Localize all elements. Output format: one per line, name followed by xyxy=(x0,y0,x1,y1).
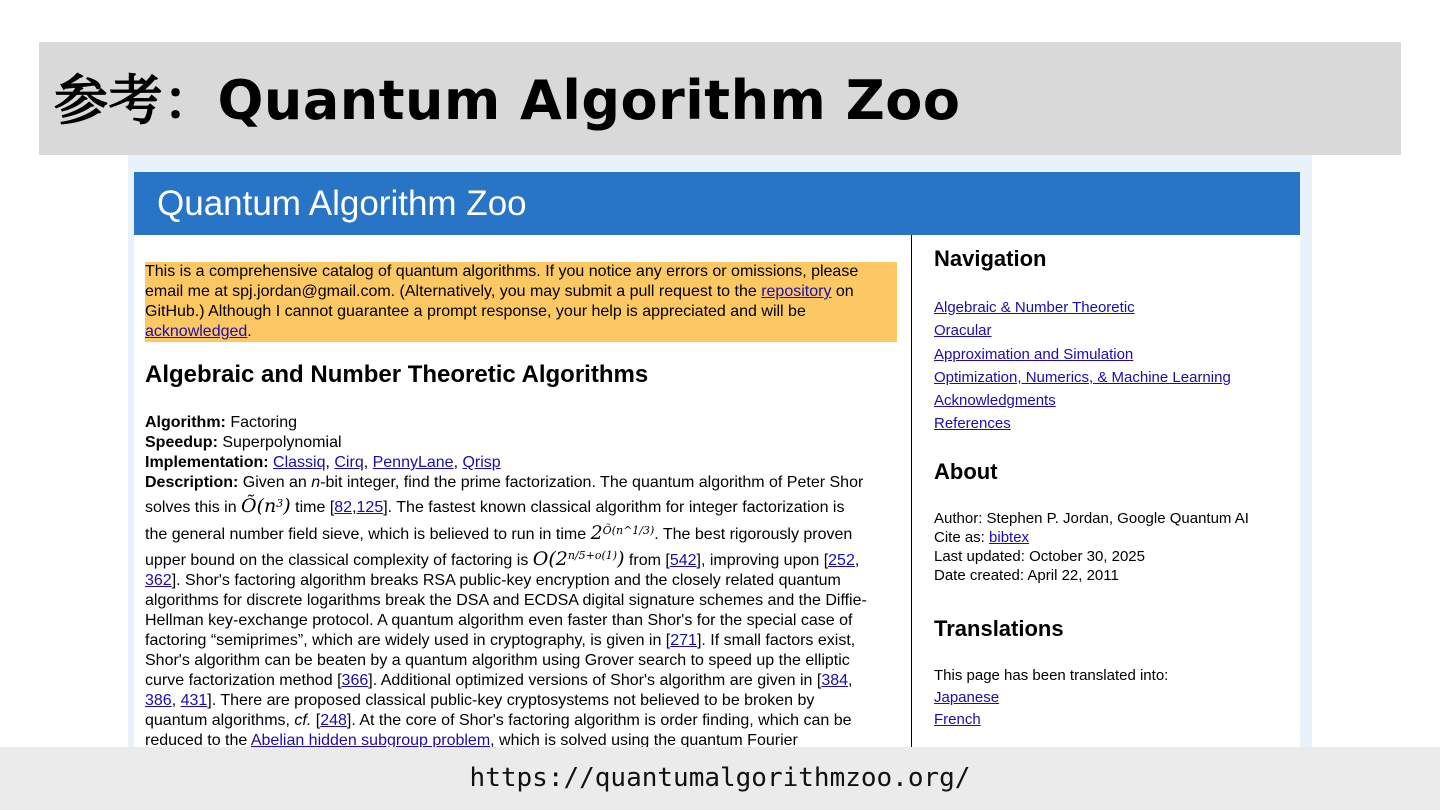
translation-link-french[interactable]: French xyxy=(934,711,981,728)
description-line: 362]. Shor's factoring algorithm breaks RSA public-key encryption and the closely related quantum xyxy=(145,572,841,589)
acknowledged-link[interactable]: acknowledged xyxy=(145,323,248,340)
ref-link[interactable]: 252 xyxy=(828,552,855,569)
nav-link-approximation[interactable]: Approximation and Simulation xyxy=(934,345,1134,363)
description-line: quantum algorithms, cf. [248]. At the core of Shor's factoring algorithm is order finding, which can be xyxy=(145,712,852,729)
translations-info xyxy=(934,665,1168,731)
ref-link[interactable]: 542 xyxy=(669,552,697,569)
author-text: Author: Stephen P. Jordan, Google Quantum AI xyxy=(934,510,1249,527)
ref-link[interactable]: 271 xyxy=(670,632,697,649)
notice-line: This is a comprehensive catalog of quantum algorithms. If you notice any errors or omissions, please xyxy=(145,263,859,280)
repository-link[interactable]: repository xyxy=(761,283,832,300)
impl-link-qrisp[interactable]: Qrisp xyxy=(462,454,501,471)
algorithm-entry xyxy=(145,413,905,747)
notice-line: GitHub.) Although I cannot guarantee a prompt response, your help is appreciated and will be xyxy=(145,303,806,320)
description-line: the general number field sieve, which is believed to run in time $2^{Õ(n\^{}1/3)}$. The best rigorously proven xyxy=(145,522,853,544)
description-line: curve factorization method [366]. Additional optimized versions of Shor's algorithm are given in [384, xyxy=(145,672,853,689)
notice-box xyxy=(145,262,897,342)
date-created-text: Date created: April 22, 2011 xyxy=(934,567,1119,584)
implementation-line: Implementation: Classiq, Cirq, PennyLane, Qrisp xyxy=(145,454,501,471)
description-line: algorithms for discrete logarithms break the DSA and ECDSA digital signature schemes and the Diffie- xyxy=(145,592,867,609)
ref-link[interactable]: 384 xyxy=(821,672,849,689)
notice-line: acknowledged. xyxy=(145,323,252,340)
impl-link-classiq[interactable]: Classiq xyxy=(273,454,326,471)
bibtex-link[interactable]: bibtex xyxy=(989,529,1030,546)
speedup-line: Speedup: Superpolynomial xyxy=(145,434,342,451)
impl-link-pennylane[interactable]: PennyLane xyxy=(372,454,454,471)
ref-link[interactable]: 82 xyxy=(334,499,353,516)
algorithm-line: Algorithm: Factoring xyxy=(145,414,298,431)
ref-link[interactable]: 366 xyxy=(341,672,369,689)
navigation-links xyxy=(934,296,1231,436)
site-content xyxy=(134,235,1300,747)
ref-link[interactable]: 386 xyxy=(145,692,172,709)
nav-link-optimization[interactable]: Optimization, Numerics, & Machine Learning xyxy=(934,368,1231,386)
ref-link[interactable]: 362 xyxy=(145,572,172,589)
translation-link-japanese[interactable]: Japanese xyxy=(934,689,1000,706)
description-line: Description: Given an n-bit integer, find the prime factorization. The quantum algorithm of Peter Shor xyxy=(145,474,864,491)
column-divider xyxy=(911,235,912,747)
cite-line: Cite as: bibtex xyxy=(934,529,1030,546)
translations-text: This page has been translated into: xyxy=(934,667,1169,684)
description-line: 386, 431]. There are proposed classical public-key cryptosystems not believed to be broken by xyxy=(145,692,815,709)
nav-link-oracular[interactable]: Oracular xyxy=(934,322,992,340)
site-title[interactable]: Quantum Algorithm Zoo xyxy=(157,184,527,223)
about-info xyxy=(934,509,1249,585)
description-line: Hellman key-exchange protocol. A quantum algorithm even faster than Shor's for the special case of xyxy=(145,612,853,629)
ref-link[interactable]: 431 xyxy=(180,692,208,709)
about-heading: About xyxy=(934,459,998,484)
slide-title: 参考：Quantum Algorithm Zoo xyxy=(54,69,961,132)
description-line: reduced to the Abelian hidden subgroup problem, which is solved using the quantum Fourier xyxy=(145,732,798,747)
site-url: https://quantumalgorithmzoo.org/ xyxy=(469,763,971,793)
url-footer xyxy=(0,747,1440,810)
hidden-subgroup-link[interactable]: Abelian hidden subgroup problem xyxy=(250,732,491,747)
nav-link-references[interactable]: References xyxy=(934,415,1011,433)
site-banner xyxy=(134,172,1300,235)
ref-link[interactable]: 125 xyxy=(356,499,384,516)
translations-heading: Translations xyxy=(934,616,1064,641)
website-screenshot xyxy=(128,155,1312,747)
description-line: factoring “semiprimes”, which are widely used in cryptography, is given in [271]. If small factors exist, xyxy=(145,632,856,649)
navigation-heading: Navigation xyxy=(934,246,1047,271)
description-line: solves this in $Õ(n^3)$ time [82,125]. The fastest known classical algorithm for integer factorization is xyxy=(145,495,845,517)
nav-link-algebraic[interactable]: Algebraic & Number Theoretic xyxy=(934,299,1135,316)
ref-link[interactable]: 248 xyxy=(320,712,347,729)
impl-link-cirq[interactable]: Cirq xyxy=(334,454,364,471)
description-line: Shor's algorithm can be beaten by a quantum algorithm using Grover search to speed up the elliptic xyxy=(145,652,850,669)
description-line: upper bound on the classical complexity of factoring is $O(2^{n/5+o(1)})$ from [542], improving upon [252, xyxy=(145,548,860,570)
nav-link-acknowledgments[interactable]: Acknowledgments xyxy=(934,392,1056,410)
section-heading: Algebraic and Number Theoretic Algorithms xyxy=(145,361,649,388)
last-updated-text: Last updated: October 30, 2025 xyxy=(934,548,1145,565)
notice-line: email me at spj.jordan@gmail.com. (Alternatively, you may submit a pull request to the repository on xyxy=(145,283,854,300)
